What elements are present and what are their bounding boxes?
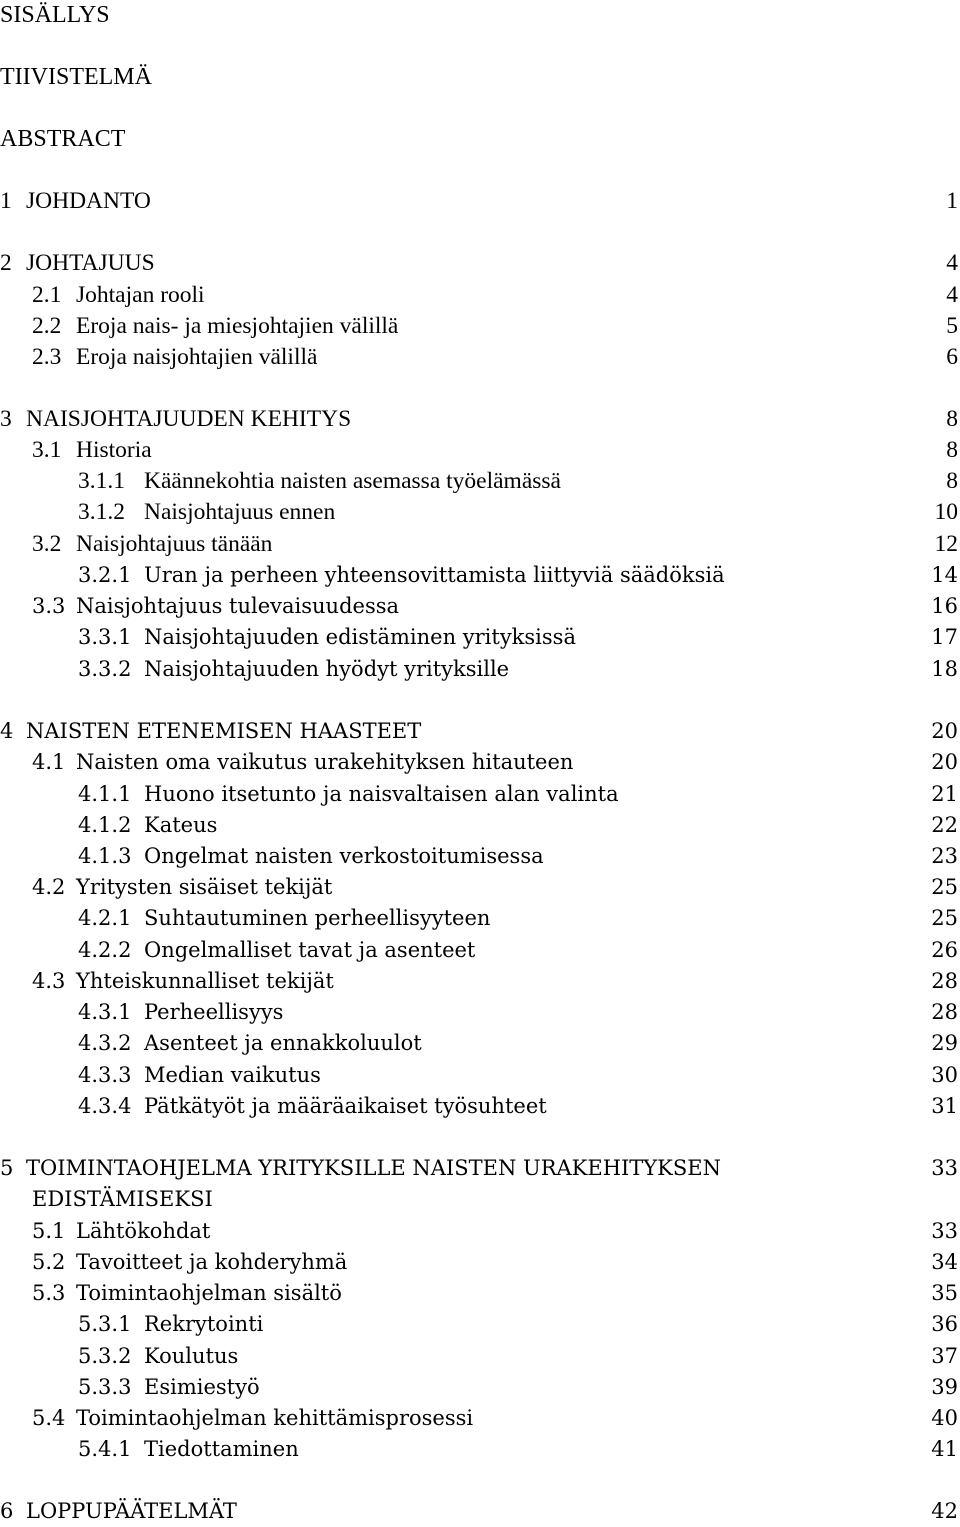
entry-page: 5 (946, 313, 958, 339)
entry-title: Naisjohtajuuden hyödyt yrityksille (144, 657, 510, 681)
toc-entry[interactable] (0, 1372, 960, 1403)
entry-title: Asenteet ja ennakkoluulot (144, 1031, 422, 1055)
entry-page: 6 (946, 344, 958, 370)
entry-title: Tavoitteet ja kohderyhmä (76, 1250, 348, 1274)
toc-entry[interactable] (0, 497, 960, 528)
entry-page: 21 (931, 782, 958, 806)
entry-page: 26 (931, 938, 958, 962)
toc-heading (0, 0, 960, 31)
toc-entry[interactable] (0, 716, 960, 747)
entry-title: Johtajan rooli (76, 282, 205, 308)
entry-number: 6 (0, 1499, 14, 1523)
entry-page: 28 (931, 969, 958, 993)
toc-entry[interactable] (0, 311, 960, 342)
entry-number: 2.3 (32, 344, 62, 370)
entry-title: Toimintaohjelman sisältö (76, 1281, 342, 1305)
entry-number: 4.3.3 (78, 1063, 132, 1087)
entry-number: 4.1 (32, 750, 66, 774)
entry-page: 33 (931, 1219, 958, 1243)
entry-number: 5.3.1 (78, 1312, 132, 1336)
entry-title: Käännekohtia naisten asemassa työelämässä (144, 468, 561, 494)
toc-entry[interactable] (0, 342, 960, 373)
toc-entry[interactable] (0, 466, 960, 497)
entry-title: Uran ja perheen yhteensovittamista liittyviä säädöksiä (144, 563, 725, 587)
entry-title: EDISTÄMISEKSI (32, 1187, 213, 1211)
toc-entry[interactable] (0, 903, 960, 934)
toc-entry[interactable] (0, 1278, 960, 1309)
toc-entry[interactable] (0, 404, 960, 435)
entry-page: 31 (931, 1094, 958, 1118)
entry-title: Yritysten sisäiset tekijät (76, 875, 333, 899)
toc-entry[interactable] (0, 1434, 960, 1465)
toc-entry[interactable] (0, 1403, 960, 1434)
entry-title: Perheellisyys (144, 1000, 284, 1024)
entry-number: 4.2.2 (78, 938, 132, 962)
entry-number: 4 (0, 719, 14, 743)
toc-heading (0, 62, 960, 93)
entry-title: Ongelmalliset tavat ja asenteet (144, 938, 476, 962)
entry-page: 4 (946, 282, 958, 308)
entry-number: 2.1 (32, 282, 62, 308)
toc-entry[interactable] (0, 1153, 960, 1184)
entry-page: 12 (934, 531, 958, 557)
toc-entry[interactable] (0, 810, 960, 841)
heading-title: ABSTRACT (0, 126, 126, 152)
toc-entry[interactable] (0, 841, 960, 872)
toc-entry[interactable] (0, 779, 960, 810)
entry-number: 5.1 (32, 1219, 66, 1243)
entry-title: Lähtökohdat (76, 1219, 211, 1243)
entry-number: 4.1.2 (78, 813, 132, 837)
entry-title: Pätkätyöt ja määräaikaiset työsuhteet (144, 1094, 547, 1118)
entry-title: NAISJOHTAJUUDEN KEHITYS (26, 406, 352, 432)
entry-title: Naisjohtajuus ennen (144, 499, 336, 525)
entry-number: 5 (0, 1156, 14, 1180)
entry-page: 17 (931, 625, 958, 649)
entry-title: Historia (76, 437, 152, 463)
entry-title: Yhteiskunnalliset tekijät (76, 969, 334, 993)
entry-page: 41 (931, 1437, 958, 1461)
toc-entry[interactable] (0, 872, 960, 903)
entry-title: JOHTAJUUS (26, 250, 155, 276)
entry-title: Esimiestyö (144, 1375, 260, 1399)
entry-page: 25 (931, 906, 958, 930)
entry-title: Naisjohtajuuden edistäminen yrityksissä (144, 625, 576, 649)
entry-page: 16 (931, 594, 958, 618)
entry-number: 3.2.1 (78, 563, 132, 587)
toc-entry[interactable] (0, 529, 960, 560)
toc-entry[interactable] (0, 280, 960, 311)
entry-number: 4.2 (32, 875, 66, 899)
entry-title: Huono itsetunto ja naisvaltaisen alan valinta (144, 782, 619, 806)
entry-title: Naisten oma vaikutus urakehityksen hitauteen (76, 750, 574, 774)
entry-page: 23 (931, 844, 958, 868)
entry-title: Naisjohtajuus tänään (76, 531, 273, 557)
entry-number: 4.1.1 (78, 782, 132, 806)
entry-title: JOHDANTO (26, 188, 151, 214)
entry-number: 2.2 (32, 313, 62, 339)
toc-entry[interactable] (0, 560, 960, 591)
heading-title: TIIVISTELMÄ (0, 64, 152, 90)
entry-page: 35 (931, 1281, 958, 1305)
entry-page: 20 (931, 750, 958, 774)
entry-number: 3.3.1 (78, 625, 132, 649)
toc-entry[interactable] (0, 1341, 960, 1372)
toc-entry[interactable] (0, 747, 960, 778)
entry-title: Ongelmat naisten verkostoitumisessa (144, 844, 544, 868)
entry-page: 30 (931, 1063, 958, 1087)
entry-page: 8 (946, 468, 958, 494)
entry-number: 4.3.4 (78, 1094, 132, 1118)
entry-number: 3.1.2 (78, 499, 125, 525)
entry-page: 39 (931, 1375, 958, 1399)
entry-title: Toimintaohjelman kehittämisprosessi (76, 1406, 474, 1430)
entry-number: 2 (0, 250, 12, 276)
entry-page: 28 (931, 1000, 958, 1024)
toc-entry[interactable] (0, 1247, 960, 1278)
entry-number: 4.3 (32, 969, 66, 993)
entry-title: Naisjohtajuus tulevaisuudessa (76, 594, 400, 618)
entry-number: 3.1 (32, 437, 62, 463)
entry-number: 4.2.1 (78, 906, 132, 930)
entry-title: Koulutus (144, 1344, 239, 1368)
entry-number: 5.3.3 (78, 1375, 132, 1399)
toc-entry[interactable] (0, 186, 960, 217)
entry-number: 4.3.2 (78, 1031, 132, 1055)
entry-page: 4 (946, 250, 958, 276)
entry-number: 5.3.2 (78, 1344, 132, 1368)
entry-page: 1 (946, 188, 958, 214)
toc-entry[interactable] (0, 622, 960, 653)
toc-entry[interactable] (0, 248, 960, 279)
entry-page: 40 (931, 1406, 958, 1430)
toc-entry[interactable] (0, 997, 960, 1028)
toc-entry[interactable] (0, 591, 960, 622)
entry-number: 3.3 (32, 594, 66, 618)
entry-title: Median vaikutus (144, 1063, 321, 1087)
entry-number: 3.2 (32, 531, 62, 557)
toc-entry[interactable] (0, 435, 960, 466)
toc-entry-continuation (0, 1184, 960, 1215)
entry-number: 5.2 (32, 1250, 66, 1274)
toc-entry[interactable] (0, 1028, 960, 1059)
entry-title: Tiedottaminen (144, 1437, 299, 1461)
toc-entry[interactable] (0, 1091, 960, 1122)
toc-entry[interactable] (0, 1060, 960, 1091)
entry-number: 4.1.3 (78, 844, 132, 868)
entry-title: Suhtautuminen perheellisyyteen (144, 906, 491, 930)
toc-entry[interactable] (0, 1496, 960, 1527)
entry-page: 37 (931, 1344, 958, 1368)
entry-page: 34 (931, 1250, 958, 1274)
entry-title: TOIMINTAOHJELMA YRITYKSILLE NAISTEN URAKEHITYKSEN (26, 1156, 721, 1180)
entry-title: Eroja nais- ja miesjohtajien välillä (76, 313, 399, 339)
entry-title: Kateus (144, 813, 218, 837)
toc-entry[interactable] (0, 654, 960, 685)
entry-title: Rekrytointi (144, 1312, 264, 1336)
entry-page: 36 (931, 1312, 958, 1336)
entry-number: 5.3 (32, 1281, 66, 1305)
heading-title: SISÄLLYS (0, 2, 110, 28)
toc-entry[interactable] (0, 1309, 960, 1340)
entry-page: 42 (931, 1499, 958, 1523)
entry-number: 3.1.1 (78, 468, 125, 494)
entry-number: 5.4 (32, 1406, 66, 1430)
entry-page: 10 (934, 499, 958, 525)
entry-page: 8 (946, 406, 958, 432)
entry-page: 33 (931, 1156, 958, 1180)
entry-page: 22 (931, 813, 958, 837)
toc-entry[interactable] (0, 966, 960, 997)
entry-page: 29 (931, 1031, 958, 1055)
entry-title: Eroja naisjohtajien välillä (76, 344, 318, 370)
entry-page: 18 (931, 657, 958, 681)
entry-title: NAISTEN ETENEMISEN HAASTEET (26, 719, 422, 743)
entry-title: LOPPUPÄÄTELMÄT (26, 1499, 237, 1523)
toc-entry[interactable] (0, 935, 960, 966)
entry-number: 4.3.1 (78, 1000, 132, 1024)
entry-number: 3 (0, 406, 12, 432)
entry-page: 14 (931, 563, 958, 587)
entry-number: 1 (0, 188, 12, 214)
entry-number: 5.4.1 (78, 1437, 132, 1461)
entry-page: 8 (946, 437, 958, 463)
toc-entry[interactable] (0, 1216, 960, 1247)
entry-page: 25 (931, 875, 958, 899)
entry-number: 3.3.2 (78, 657, 132, 681)
entry-page: 20 (931, 719, 958, 743)
toc-heading (0, 124, 960, 155)
